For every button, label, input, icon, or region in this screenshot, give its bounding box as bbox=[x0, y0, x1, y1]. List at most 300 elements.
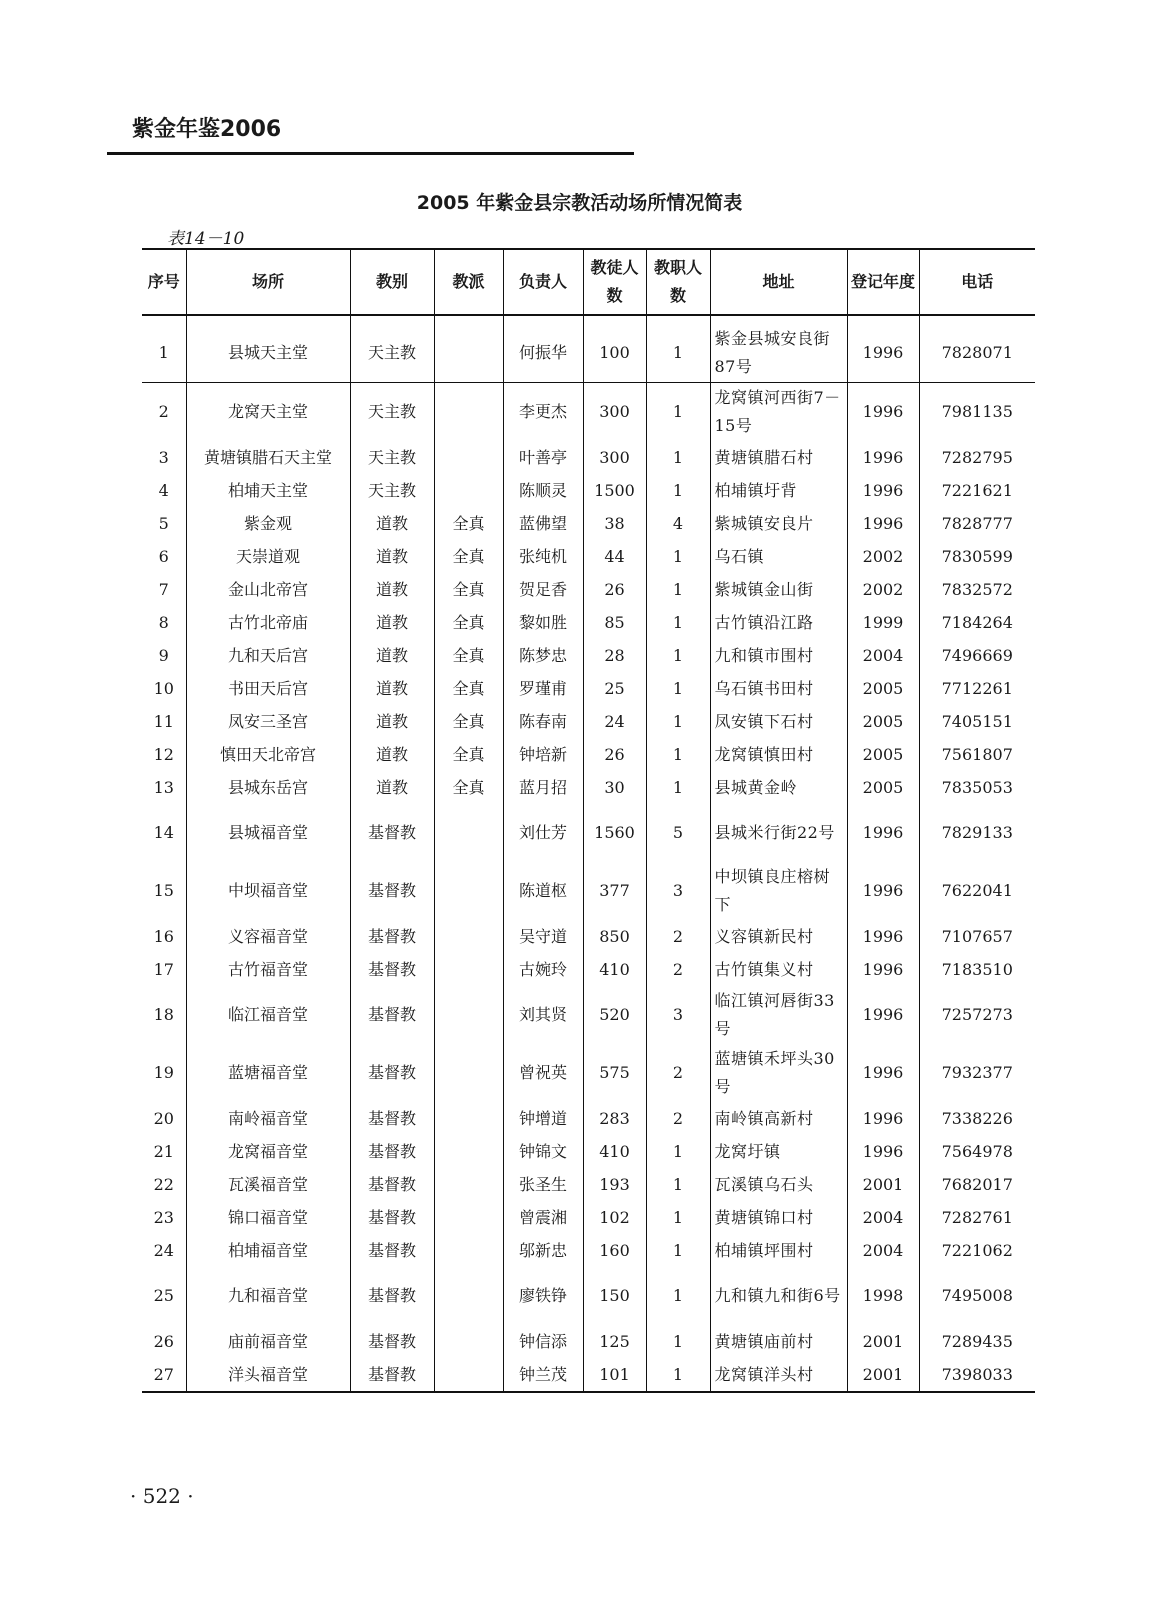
cell-address: 凤安镇下石村 bbox=[710, 705, 847, 738]
cell-clergy: 1 bbox=[646, 1168, 710, 1201]
cell-religion: 基督教 bbox=[350, 1358, 434, 1391]
column-header-person-in-charge: 负责人 bbox=[503, 250, 583, 315]
cell-phone: 7832572 bbox=[919, 573, 1035, 606]
cell-believers: 575 bbox=[583, 1044, 646, 1102]
cell-year: 2005 bbox=[847, 771, 919, 804]
cell-believers: 85 bbox=[583, 606, 646, 639]
table-row bbox=[142, 1358, 1035, 1391]
cell-address: 紫城镇金山街 bbox=[710, 573, 847, 606]
cell-site: 庙前福音堂 bbox=[186, 1325, 350, 1358]
table-row bbox=[142, 383, 1035, 442]
cell-clergy: 2 bbox=[646, 1044, 710, 1102]
column-header-religion: 教别 bbox=[350, 250, 434, 315]
cell-believers: 193 bbox=[583, 1168, 646, 1201]
cell-phone: 7282761 bbox=[919, 1201, 1035, 1234]
cell-year: 1996 bbox=[847, 383, 919, 442]
cell-phone: 7828071 bbox=[919, 315, 1035, 383]
cell-year: 2001 bbox=[847, 1168, 919, 1201]
cell-believers: 850 bbox=[583, 920, 646, 953]
header-row bbox=[142, 250, 1035, 315]
cell-year: 2004 bbox=[847, 1201, 919, 1234]
cell-believers: 520 bbox=[583, 986, 646, 1044]
cell-phone: 7289435 bbox=[919, 1325, 1035, 1358]
cell-site: 凤安三圣宫 bbox=[186, 705, 350, 738]
cell-site: 临江福音堂 bbox=[186, 986, 350, 1044]
cell-religion: 基督教 bbox=[350, 1201, 434, 1234]
cell-person: 刘其贤 bbox=[503, 986, 583, 1044]
cell-believers: 300 bbox=[583, 441, 646, 474]
table-row bbox=[142, 986, 1035, 1044]
cell-person: 叶善亭 bbox=[503, 441, 583, 474]
cell-year: 1996 bbox=[847, 1044, 919, 1102]
page-number: · 522 · bbox=[130, 1484, 194, 1508]
cell-religion: 基督教 bbox=[350, 1168, 434, 1201]
table-row bbox=[142, 920, 1035, 953]
table-row bbox=[142, 507, 1035, 540]
cell-phone: 7183510 bbox=[919, 953, 1035, 986]
cell-year: 1996 bbox=[847, 804, 919, 862]
cell-sect: 全真 bbox=[434, 738, 503, 771]
cell-person: 陈顺灵 bbox=[503, 474, 583, 507]
cell-year: 1998 bbox=[847, 1267, 919, 1325]
cell-phone: 7932377 bbox=[919, 1044, 1035, 1102]
cell-person: 刘仕芳 bbox=[503, 804, 583, 862]
cell-index: 22 bbox=[153, 1174, 174, 1194]
table-row bbox=[142, 953, 1035, 986]
cell-phone: 7184264 bbox=[919, 606, 1035, 639]
cell-believers: 125 bbox=[583, 1325, 646, 1358]
cell-index: 4 bbox=[158, 480, 169, 500]
cell-index: 23 bbox=[153, 1207, 174, 1227]
cell-sect bbox=[434, 474, 503, 507]
cell-person: 贺足香 bbox=[503, 573, 583, 606]
cell-site: 县城福音堂 bbox=[186, 804, 350, 862]
cell-clergy: 4 bbox=[646, 507, 710, 540]
cell-address: 九和镇市围村 bbox=[710, 639, 847, 672]
cell-religion: 基督教 bbox=[350, 804, 434, 862]
cell-person: 古婉玲 bbox=[503, 953, 583, 986]
cell-index: 19 bbox=[153, 1063, 174, 1082]
cell-address: 龙窝镇河西街7－15号 bbox=[710, 383, 847, 442]
cell-site: 龙窝福音堂 bbox=[186, 1135, 350, 1168]
cell-site: 县城天主堂 bbox=[186, 315, 350, 383]
cell-religion: 基督教 bbox=[350, 920, 434, 953]
cell-phone: 7981135 bbox=[919, 383, 1035, 442]
cell-person: 陈春南 bbox=[503, 705, 583, 738]
cell-year: 1996 bbox=[847, 315, 919, 383]
cell-clergy: 1 bbox=[646, 705, 710, 738]
cell-sect bbox=[434, 862, 503, 920]
cell-clergy: 1 bbox=[646, 1135, 710, 1168]
cell-phone: 7828777 bbox=[919, 507, 1035, 540]
cell-person: 钟培新 bbox=[503, 738, 583, 771]
cell-index: 9 bbox=[158, 645, 169, 665]
cell-religion: 基督教 bbox=[350, 862, 434, 920]
cell-sect: 全真 bbox=[434, 672, 503, 705]
cell-believers: 1500 bbox=[583, 474, 646, 507]
cell-sect bbox=[434, 920, 503, 953]
cell-clergy: 1 bbox=[646, 1201, 710, 1234]
cell-year: 2005 bbox=[847, 672, 919, 705]
cell-address: 中坝镇良庄榕树下 bbox=[710, 862, 847, 920]
table-row bbox=[142, 315, 1035, 383]
cell-believers: 150 bbox=[583, 1267, 646, 1325]
cell-site: 书田天后宫 bbox=[186, 672, 350, 705]
cell-index: 20 bbox=[153, 1108, 174, 1128]
cell-religion: 基督教 bbox=[350, 1234, 434, 1267]
cell-year: 1996 bbox=[847, 1102, 919, 1135]
cell-religion: 基督教 bbox=[350, 1044, 434, 1102]
cell-believers: 283 bbox=[583, 1102, 646, 1135]
book-title: 紫金年鉴2006 bbox=[132, 117, 282, 142]
table-row bbox=[142, 804, 1035, 862]
cell-index: 1 bbox=[142, 315, 186, 383]
cell-person: 陈道枢 bbox=[503, 862, 583, 920]
cell-site: 天崇道观 bbox=[186, 540, 350, 573]
cell-index: 21 bbox=[153, 1141, 174, 1161]
cell-phone: 7622041 bbox=[919, 862, 1035, 920]
cell-address: 古竹镇沿江路 bbox=[710, 606, 847, 639]
cell-site: 九和福音堂 bbox=[186, 1267, 350, 1325]
cell-believers: 300 bbox=[583, 383, 646, 442]
cell-site: 慎田天北帝宫 bbox=[186, 738, 350, 771]
cell-phone: 7682017 bbox=[919, 1168, 1035, 1201]
cell-religion: 基督教 bbox=[350, 1267, 434, 1325]
cell-year: 2001 bbox=[847, 1358, 919, 1391]
cell-index: 25 bbox=[153, 1286, 174, 1305]
cell-clergy: 3 bbox=[646, 862, 710, 920]
cell-religion: 基督教 bbox=[350, 1102, 434, 1135]
cell-clergy: 1 bbox=[646, 1267, 710, 1325]
cell-believers: 44 bbox=[583, 540, 646, 573]
column-header-site: 场所 bbox=[186, 250, 350, 315]
cell-year: 2001 bbox=[847, 1325, 919, 1358]
cell-phone: 7564978 bbox=[919, 1135, 1035, 1168]
table-row bbox=[142, 672, 1035, 705]
cell-index: 11 bbox=[153, 711, 174, 731]
cell-clergy: 1 bbox=[646, 573, 710, 606]
cell-believers: 410 bbox=[583, 953, 646, 986]
column-header-registration-year: 登记年度 bbox=[847, 250, 919, 315]
cell-year: 1996 bbox=[847, 474, 919, 507]
cell-person: 李更杰 bbox=[503, 383, 583, 442]
table-row bbox=[142, 573, 1035, 606]
table-row bbox=[142, 1267, 1035, 1325]
table-row bbox=[142, 606, 1035, 639]
cell-religion: 天主教 bbox=[350, 441, 434, 474]
cell-sect: 全真 bbox=[434, 573, 503, 606]
cell-believers: 377 bbox=[583, 862, 646, 920]
cell-clergy: 1 bbox=[646, 474, 710, 507]
cell-clergy: 1 bbox=[646, 540, 710, 573]
cell-phone: 7257273 bbox=[919, 986, 1035, 1044]
cell-year: 1996 bbox=[847, 986, 919, 1044]
table-row bbox=[142, 1102, 1035, 1135]
cell-sect bbox=[434, 1358, 503, 1391]
cell-site: 九和天后宫 bbox=[186, 639, 350, 672]
cell-phone: 7712261 bbox=[919, 672, 1035, 705]
cell-person: 张圣生 bbox=[503, 1168, 583, 1201]
table-row bbox=[142, 771, 1035, 804]
cell-site: 古竹福音堂 bbox=[186, 953, 350, 986]
cell-index: 7 bbox=[158, 579, 169, 599]
cell-clergy: 1 bbox=[646, 672, 710, 705]
cell-believers: 160 bbox=[583, 1234, 646, 1267]
cell-person: 陈梦忠 bbox=[503, 639, 583, 672]
cell-sect bbox=[434, 441, 503, 474]
cell-clergy: 1 bbox=[646, 441, 710, 474]
cell-address: 县城米行街22号 bbox=[710, 804, 847, 862]
cell-address: 县城黄金岭 bbox=[710, 771, 847, 804]
cell-believers: 410 bbox=[583, 1135, 646, 1168]
cell-address: 乌石镇书田村 bbox=[710, 672, 847, 705]
cell-sect: 全真 bbox=[434, 540, 503, 573]
cell-year: 1996 bbox=[847, 862, 919, 920]
cell-sect: 全真 bbox=[434, 639, 503, 672]
cell-sect: 全真 bbox=[434, 771, 503, 804]
cell-clergy: 3 bbox=[646, 986, 710, 1044]
cell-site: 中坝福音堂 bbox=[186, 862, 350, 920]
cell-religion: 道教 bbox=[350, 507, 434, 540]
cell-clergy: 1 bbox=[646, 639, 710, 672]
cell-phone: 7405151 bbox=[919, 705, 1035, 738]
cell-year: 2004 bbox=[847, 639, 919, 672]
cell-site: 县城东岳宫 bbox=[186, 771, 350, 804]
cell-religion: 道教 bbox=[350, 738, 434, 771]
cell-clergy: 1 bbox=[646, 315, 710, 383]
cell-year: 2005 bbox=[847, 738, 919, 771]
cell-person: 钟锦文 bbox=[503, 1135, 583, 1168]
cell-index: 15 bbox=[153, 881, 174, 900]
cell-address: 蓝塘镇禾坪头30号 bbox=[710, 1044, 847, 1102]
cell-address: 瓦溪镇乌石头 bbox=[710, 1168, 847, 1201]
cell-clergy: 1 bbox=[646, 1325, 710, 1358]
cell-religion: 基督教 bbox=[350, 1325, 434, 1358]
table-row bbox=[142, 441, 1035, 474]
table-row bbox=[142, 474, 1035, 507]
cell-phone: 7495008 bbox=[919, 1267, 1035, 1325]
cell-sect bbox=[434, 1201, 503, 1234]
cell-year: 1996 bbox=[847, 953, 919, 986]
column-header-believers: 教徒人数 bbox=[583, 250, 646, 315]
cell-address: 紫金县城安良街87号 bbox=[710, 315, 847, 383]
cell-address: 乌石镇 bbox=[710, 540, 847, 573]
cell-site: 柏埔天主堂 bbox=[186, 474, 350, 507]
cell-index: 12 bbox=[153, 744, 174, 764]
column-header-sect: 教派 bbox=[434, 250, 503, 315]
cell-sect bbox=[434, 1325, 503, 1358]
cell-person: 张纯机 bbox=[503, 540, 583, 573]
cell-person: 钟增道 bbox=[503, 1102, 583, 1135]
cell-believers: 26 bbox=[583, 738, 646, 771]
cell-clergy: 2 bbox=[646, 1102, 710, 1135]
cell-religion: 道教 bbox=[350, 606, 434, 639]
cell-site: 锦口福音堂 bbox=[186, 1201, 350, 1234]
cell-index: 18 bbox=[153, 1005, 174, 1024]
cell-sect: 全真 bbox=[434, 507, 503, 540]
cell-address: 义容镇新民村 bbox=[710, 920, 847, 953]
cell-believers: 102 bbox=[583, 1201, 646, 1234]
cell-religion: 天主教 bbox=[350, 315, 434, 383]
cell-address: 黄塘镇庙前村 bbox=[710, 1325, 847, 1358]
cell-clergy: 2 bbox=[646, 920, 710, 953]
cell-clergy: 1 bbox=[646, 383, 710, 442]
cell-religion: 道教 bbox=[350, 705, 434, 738]
cell-address: 古竹镇集义村 bbox=[710, 953, 847, 986]
cell-clergy: 2 bbox=[646, 953, 710, 986]
cell-believers: 100 bbox=[583, 315, 646, 383]
table-row bbox=[142, 862, 1035, 920]
cell-address: 柏埔镇坪围村 bbox=[710, 1234, 847, 1267]
cell-clergy: 1 bbox=[646, 738, 710, 771]
cell-site: 义容福音堂 bbox=[186, 920, 350, 953]
cell-address: 柏埔镇圩背 bbox=[710, 474, 847, 507]
table-row bbox=[142, 1168, 1035, 1201]
cell-index: 26 bbox=[153, 1331, 174, 1351]
cell-sect bbox=[434, 1168, 503, 1201]
cell-index: 27 bbox=[153, 1364, 174, 1384]
cell-phone: 7829133 bbox=[919, 804, 1035, 862]
cell-religion: 天主教 bbox=[350, 383, 434, 442]
cell-site: 紫金观 bbox=[186, 507, 350, 540]
cell-phone: 7496669 bbox=[919, 639, 1035, 672]
cell-year: 1999 bbox=[847, 606, 919, 639]
cell-person: 钟兰茂 bbox=[503, 1358, 583, 1391]
cell-index: 14 bbox=[153, 823, 174, 842]
cell-year: 1996 bbox=[847, 441, 919, 474]
cell-sect bbox=[434, 1135, 503, 1168]
cell-person: 钟信添 bbox=[503, 1325, 583, 1358]
cell-religion: 基督教 bbox=[350, 986, 434, 1044]
column-header-index: 序号 bbox=[142, 250, 186, 315]
cell-site: 瓦溪福音堂 bbox=[186, 1168, 350, 1201]
cell-phone: 7338226 bbox=[919, 1102, 1035, 1135]
cell-index: 16 bbox=[153, 926, 174, 946]
cell-index: 6 bbox=[158, 546, 169, 566]
cell-phone: 7830599 bbox=[919, 540, 1035, 573]
cell-person: 吴守道 bbox=[503, 920, 583, 953]
cell-sect bbox=[434, 953, 503, 986]
cell-believers: 38 bbox=[583, 507, 646, 540]
table-row bbox=[142, 1044, 1035, 1102]
cell-year: 2002 bbox=[847, 540, 919, 573]
table-body bbox=[142, 315, 1035, 1391]
table-row bbox=[142, 540, 1035, 573]
cell-year: 1996 bbox=[847, 920, 919, 953]
table-label: 表14－10 bbox=[167, 229, 245, 249]
cell-index: 13 bbox=[153, 777, 174, 797]
cell-address: 黄塘镇腊石村 bbox=[710, 441, 847, 474]
cell-site: 洋头福音堂 bbox=[186, 1358, 350, 1391]
cell-year: 2005 bbox=[847, 705, 919, 738]
cell-believers: 28 bbox=[583, 639, 646, 672]
cell-believers: 101 bbox=[583, 1358, 646, 1391]
cell-believers: 26 bbox=[583, 573, 646, 606]
cell-sect bbox=[434, 1234, 503, 1267]
cell-clergy: 1 bbox=[646, 1358, 710, 1391]
cell-site: 黄塘镇腊石天主堂 bbox=[186, 441, 350, 474]
cell-person: 廖铁铮 bbox=[503, 1267, 583, 1325]
cell-address: 黄塘镇锦口村 bbox=[710, 1201, 847, 1234]
column-header-phone: 电话 bbox=[919, 250, 1035, 315]
cell-believers: 25 bbox=[583, 672, 646, 705]
cell-index: 2 bbox=[158, 402, 169, 421]
cell-religion: 道教 bbox=[350, 573, 434, 606]
cell-clergy: 1 bbox=[646, 1234, 710, 1267]
cell-address: 南岭镇高新村 bbox=[710, 1102, 847, 1135]
cell-religion: 基督教 bbox=[350, 1135, 434, 1168]
cell-person: 蓝佛望 bbox=[503, 507, 583, 540]
cell-address: 龙窝镇洋头村 bbox=[710, 1358, 847, 1391]
cell-address: 紫城镇安良片 bbox=[710, 507, 847, 540]
cell-index: 10 bbox=[153, 678, 174, 698]
cell-person: 蓝月招 bbox=[503, 771, 583, 804]
cell-clergy: 1 bbox=[646, 606, 710, 639]
table-row bbox=[142, 1325, 1035, 1358]
cell-site: 古竹北帝庙 bbox=[186, 606, 350, 639]
cell-site: 龙窝天主堂 bbox=[186, 383, 350, 442]
cell-site: 南岭福音堂 bbox=[186, 1102, 350, 1135]
table-row bbox=[142, 738, 1035, 771]
table-title: 2005 年紫金县宗教活动场所情况简表 bbox=[416, 192, 743, 214]
cell-address: 九和镇九和街6号 bbox=[710, 1267, 847, 1325]
cell-year: 2002 bbox=[847, 573, 919, 606]
cell-sect bbox=[434, 315, 503, 383]
cell-person: 曾震湘 bbox=[503, 1201, 583, 1234]
cell-sect bbox=[434, 1102, 503, 1135]
cell-sect: 全真 bbox=[434, 705, 503, 738]
cell-religion: 道教 bbox=[350, 639, 434, 672]
cell-clergy: 1 bbox=[646, 771, 710, 804]
table-row bbox=[142, 1201, 1035, 1234]
cell-phone: 7398033 bbox=[919, 1358, 1035, 1391]
cell-sect bbox=[434, 1267, 503, 1325]
cell-person: 邬新忠 bbox=[503, 1234, 583, 1267]
cell-address: 龙窝镇慎田村 bbox=[710, 738, 847, 771]
table-row bbox=[142, 639, 1035, 672]
cell-phone: 7221062 bbox=[919, 1234, 1035, 1267]
cell-believers: 1560 bbox=[583, 804, 646, 862]
table-row bbox=[142, 705, 1035, 738]
cell-religion: 道教 bbox=[350, 672, 434, 705]
cell-phone: 7107657 bbox=[919, 920, 1035, 953]
cell-site: 蓝塘福音堂 bbox=[186, 1044, 350, 1102]
cell-phone: 7835053 bbox=[919, 771, 1035, 804]
cell-believers: 30 bbox=[583, 771, 646, 804]
cell-index: 5 bbox=[158, 513, 169, 533]
cell-religion: 天主教 bbox=[350, 474, 434, 507]
cell-year: 1996 bbox=[847, 507, 919, 540]
column-header-address: 地址 bbox=[710, 250, 847, 315]
cell-person: 曾祝英 bbox=[503, 1044, 583, 1102]
cell-phone: 7221621 bbox=[919, 474, 1035, 507]
cell-index: 17 bbox=[153, 959, 174, 979]
cell-site: 金山北帝宫 bbox=[186, 573, 350, 606]
cell-phone: 7561807 bbox=[919, 738, 1035, 771]
cell-clergy: 5 bbox=[646, 804, 710, 862]
cell-religion: 道教 bbox=[350, 540, 434, 573]
cell-sect bbox=[434, 986, 503, 1044]
cell-person: 黎如胜 bbox=[503, 606, 583, 639]
cell-sect bbox=[434, 383, 503, 442]
column-header-clergy: 教职人数 bbox=[646, 250, 710, 315]
cell-year: 1996 bbox=[847, 1135, 919, 1168]
cell-site: 柏埔福音堂 bbox=[186, 1234, 350, 1267]
cell-address: 龙窝圩镇 bbox=[710, 1135, 847, 1168]
cell-religion: 基督教 bbox=[350, 953, 434, 986]
cell-person: 何振华 bbox=[503, 315, 583, 383]
cell-sect bbox=[434, 804, 503, 862]
